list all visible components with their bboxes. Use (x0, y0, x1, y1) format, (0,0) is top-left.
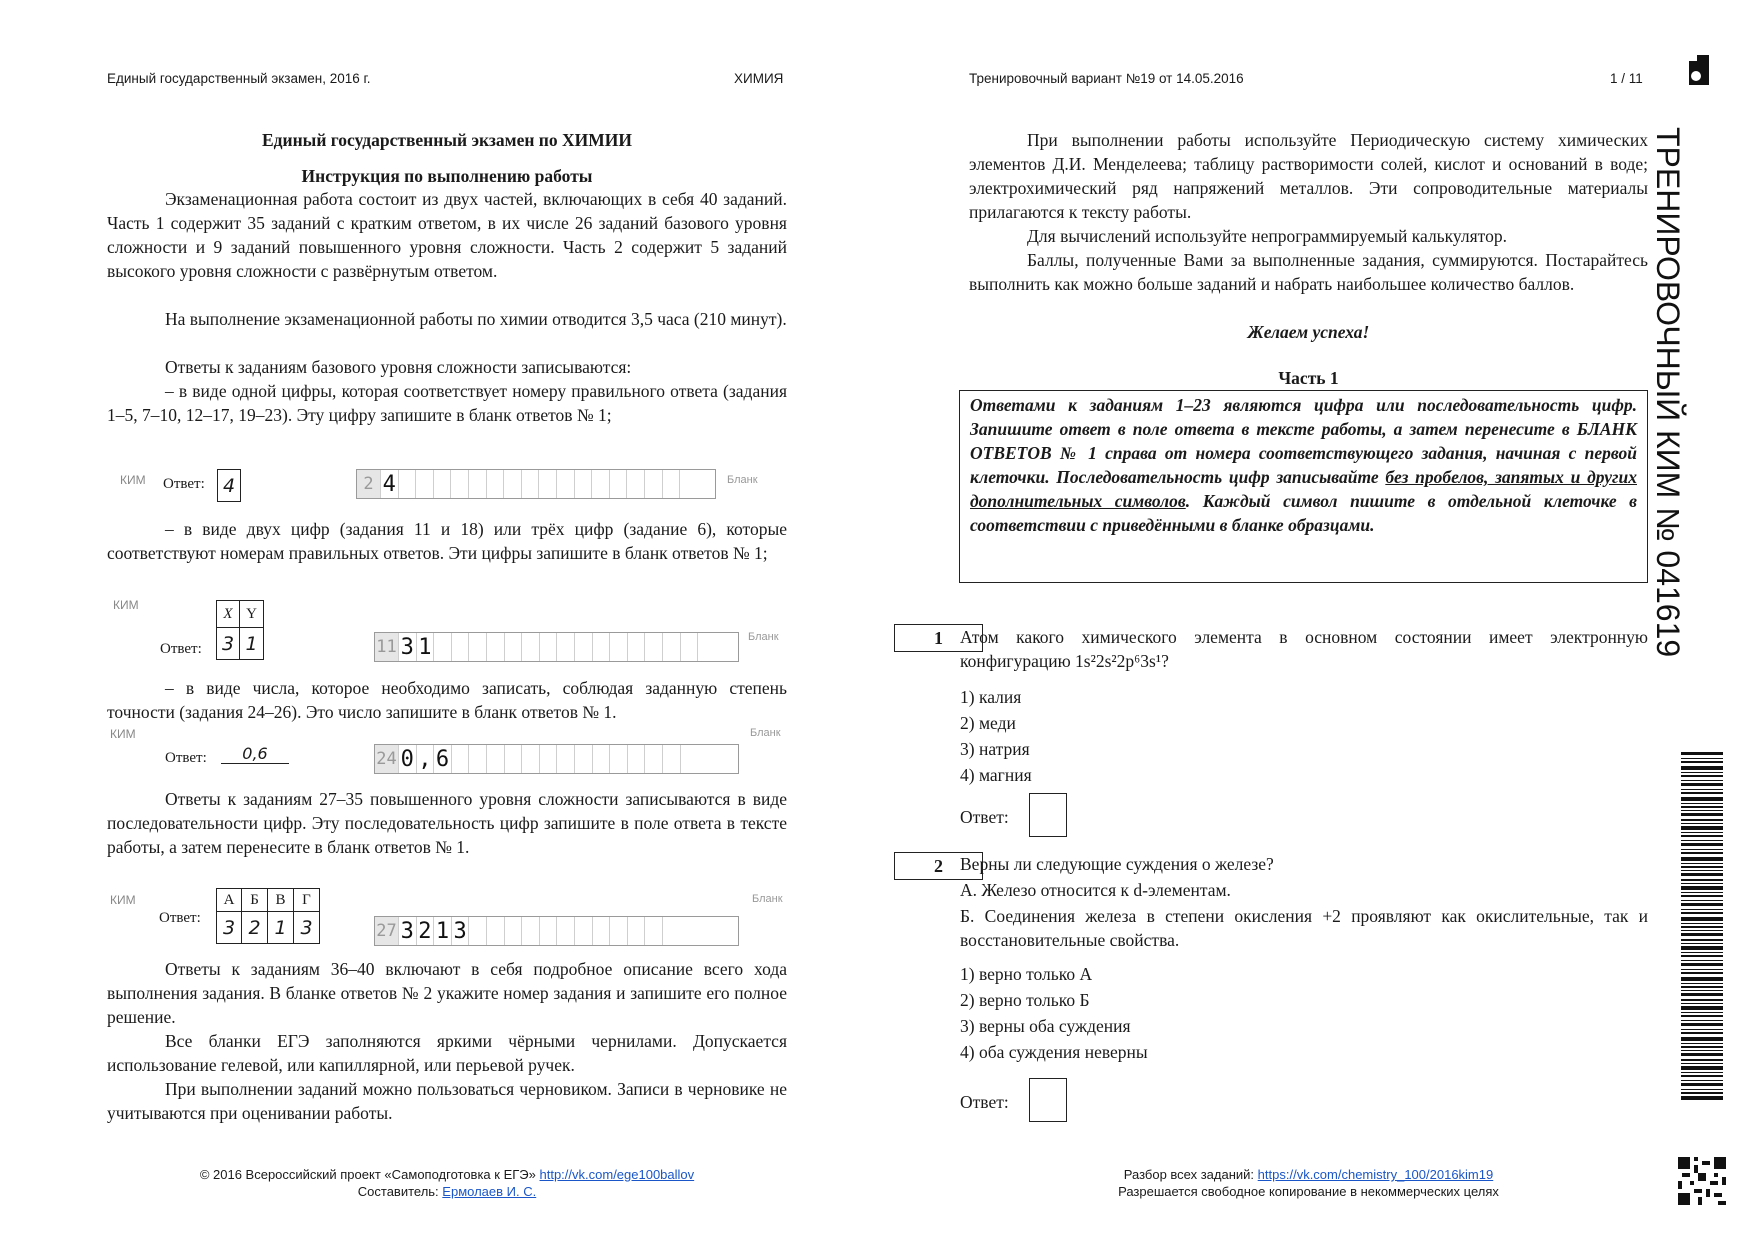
corner-marker-icon (1689, 55, 1709, 85)
blank-cell: 6 (434, 745, 452, 773)
blank-task-number: 11 (375, 633, 399, 661)
option-item: 1) калия (960, 687, 1022, 707)
header-exam-title: Единый государственный экзамен, 2016 г. (107, 71, 371, 86)
table-header-cell: В (268, 888, 294, 912)
blank-cell: 3 (399, 633, 417, 661)
kim-label: КИМ (113, 598, 139, 612)
blank-cell: 4 (381, 470, 399, 498)
question-number: 2 (894, 852, 983, 880)
part1-text: Ответами к заданиям 1–23 являются цифра или последовательность цифр. Запишите ответ в поле ответа в тексте работы, а затем перенесите в БЛАНК ОТВЕТОВ № 1 справа от номера соответствующего задания, начиная с первой клеточки. Последовательность цифр записывайте (970, 395, 1637, 487)
option-item: 3) верны оба суждения (960, 1016, 1131, 1036)
instruction-paragraph: Все бланки ЕГЭ заполняются яркими чёрными чернилами. Допускается использование гелевой, или капиллярной, или перьевой ручек. (107, 1031, 787, 1075)
table-header-cell: Б (242, 888, 268, 912)
table-answer-cell: 2 (242, 912, 268, 944)
part1-underlined-text: без пробелов, запятых и других дополнительных символов (970, 467, 1637, 511)
page-title: Единый государственный экзамен по ХИМИИ (261, 130, 632, 150)
instruction-paragraph: Для вычислений используйте непрограммируемый калькулятор. (1027, 226, 1507, 246)
option-item: 4) оба суждения неверны (960, 1042, 1148, 1062)
table-answer-cell: 3 (216, 628, 240, 660)
blank-cell-row (374, 916, 739, 946)
answer-label: Ответ: (163, 476, 205, 492)
instruction-paragraph: Ответы к заданиям 27–35 повышенного уровня сложности записываются в виде последовательности цифр. Эту последовательность цифр запишите в поле ответа в тексте работы, а затем перенесите в бланк ответов № 1. (107, 789, 787, 857)
sample-answer-table (216, 600, 264, 660)
footer-vk-link[interactable]: http://vk.com/ege100ballov (539, 1167, 695, 1182)
instruction-title: Инструкция по выполнению работы (301, 166, 593, 186)
table-answer-cell: 3 (216, 912, 242, 944)
blank-cell: 3 (399, 917, 417, 945)
blank-cell: , (417, 745, 435, 773)
part-title: Часть 1 (1278, 368, 1339, 388)
option-item: 4) магния (960, 765, 1032, 785)
footer-analysis-label: Разбор всех заданий: (1123, 1167, 1255, 1182)
sample-answer-box: 4 (217, 469, 241, 502)
blank-cell: 1 (434, 917, 452, 945)
answer-label: Ответ: (960, 1092, 1009, 1112)
instruction-paragraph: Ответы к заданиям 36–40 включают в себя подробное описание всего хода выполнения задания. В бланке ответов № 2 укажите номер задания и запишите его полное решение. (107, 959, 787, 1027)
blank-cell-row (356, 469, 716, 499)
question-text: Верны ли следующие суждения о железе? (960, 854, 1274, 874)
kim-label: КИМ (110, 727, 136, 741)
answer-label: Ответ: (160, 641, 202, 657)
answer-box[interactable] (1029, 1078, 1067, 1122)
footer-analysis-link[interactable]: https://vk.com/chemistry_100/2016kim19 (1257, 1167, 1494, 1182)
footer-copy-note: Разрешается свободное копирование в некоммерческих целях (1118, 1184, 1499, 1199)
table-answer-cell: 3 (294, 912, 320, 944)
statement-a: А. Железо относится к d-элементам. (960, 880, 1231, 900)
blank-cell: 2 (417, 917, 435, 945)
footer-author-label: Составитель: (357, 1184, 439, 1199)
blank-label: Бланк (752, 893, 783, 905)
barcode-icon (1681, 752, 1723, 1100)
blank-task-number: 27 (375, 917, 399, 945)
kim-label: КИМ (120, 473, 146, 487)
sample-answer-table (216, 888, 320, 944)
blank-label: Бланк (748, 631, 779, 643)
instruction-paragraph: Экзаменационная работа состоит из двух частей, включающих в себя 40 заданий. Часть 1 содержит 35 заданий с кратким ответом, в их числе 26 заданий базового уровня сложности и 9 заданий повышенного уровня сложности. Часть 2 содержит 5 заданий высокого уровня сложности с развёрнутым ответом. (107, 189, 787, 281)
footer-left-line2 (107, 1184, 787, 1199)
option-item: 3) натрия (960, 739, 1030, 759)
option-item: 2) меди (960, 713, 1016, 733)
question-number: 1 (894, 624, 983, 652)
table-answer-cell: 1 (268, 912, 294, 944)
qr-code-icon (1678, 1157, 1726, 1205)
blank-task-number: 24 (375, 745, 399, 773)
table-header-cell: А (216, 888, 242, 912)
table-answer-cell: 1 (240, 628, 264, 660)
header-subject: ХИМИЯ (734, 71, 784, 86)
answer-box[interactable] (1029, 793, 1067, 837)
instruction-paragraph: Баллы, полученные Вами за выполненные задания, суммируются. Постарайтесь выполнить как можно больше заданий и набрать наибольшее количество баллов. (969, 250, 1648, 294)
blank-cell-row (374, 632, 739, 662)
instruction-paragraph: При выполнении работы используйте Периодическую систему химических элементов Д.И. Менделеева; таблицу растворимости солей, кислот и оснований в воде; электрохимический ряд напряжений металлов. Эти сопроводительные материалы прилагаются к тексту работы. (969, 130, 1648, 222)
blank-label: Бланк (750, 727, 781, 739)
blank-cell: 3 (452, 917, 470, 945)
sample-answer-line: 0,6 (221, 744, 289, 764)
instruction-paragraph: При выполнении заданий можно пользоваться черновиком. Записи в черновике не учитываются при оценивании работы. (107, 1079, 787, 1123)
statement-b: Б. Соединения железа в степени окисления +2 проявляют как окислительные, так и восстановительные свойства. (960, 906, 1648, 950)
side-title-text: ТРЕНИРОВОЧНЫЙ КИМ № 041619 (1650, 127, 1686, 658)
wish-text: Желаем успеха! (1247, 322, 1370, 342)
blank-cell-row (374, 744, 739, 774)
instruction-paragraph: – в виде двух цифр (задания 11 и 18) или трёх цифр (задание 6), которые соответствуют номерам правильных ответов. Эти цифры запишите в бланк ответов № 1; (107, 519, 787, 563)
option-item: 1) верно только А (960, 964, 1093, 984)
question-text: Атом какого химического элемента в основном состоянии имеет электронную конфигурацию 1s²2s²2p⁶3s¹? (960, 627, 1648, 671)
blank-cell: 1 (417, 633, 435, 661)
part1-instruction-box (959, 390, 1648, 583)
instruction-paragraph: Ответы к заданиям базового уровня сложности записываются: (165, 357, 632, 377)
instruction-paragraph: На выполнение экзаменационной работы по химии отводится 3,5 часа (210 минут). (165, 309, 787, 329)
answer-label: Ответ: (159, 910, 201, 926)
answer-label: Ответ: (165, 750, 207, 766)
side-title (1648, 127, 1688, 717)
footer-left-line1 (107, 1167, 787, 1182)
blank-task-number: 2 (357, 470, 381, 498)
footer-right-line1 (969, 1167, 1648, 1182)
option-item: 2) верно только Б (960, 990, 1090, 1010)
header-variant: Тренировочный вариант №19 от 14.05.2016 (969, 71, 1244, 86)
instruction-paragraph: – в виде числа, которое необходимо записать, соблюдая заданную степень точности (задания 24–26). Это число запишите в бланк ответов № 1. (107, 678, 787, 722)
part1-text: . Каждый символ пишите в отдельной клеточке в соответствии с приведёнными в бланке образцами. (970, 491, 1637, 535)
blank-label: Бланк (727, 474, 758, 486)
table-header-cell: Г (294, 888, 320, 912)
header-page-number: 1 / 11 (1610, 71, 1643, 86)
instruction-paragraph: – в виде одной цифры, которая соответствует номеру правильного ответа (задания 1–5, 7–10, 12–17, 19–23). Эту цифру запишите в бланк ответов № 1; (107, 381, 787, 425)
table-header-cell: X (216, 600, 240, 628)
kim-label: КИМ (110, 893, 136, 907)
footer-copyright: © 2016 Всероссийский проект «Самоподготовка к ЕГЭ» (199, 1167, 536, 1182)
footer-author-link[interactable]: Ермолаев И. С. (442, 1184, 537, 1199)
table-header-cell: Y (240, 600, 264, 628)
blank-cell: 0 (399, 745, 417, 773)
answer-label: Ответ: (960, 807, 1009, 827)
